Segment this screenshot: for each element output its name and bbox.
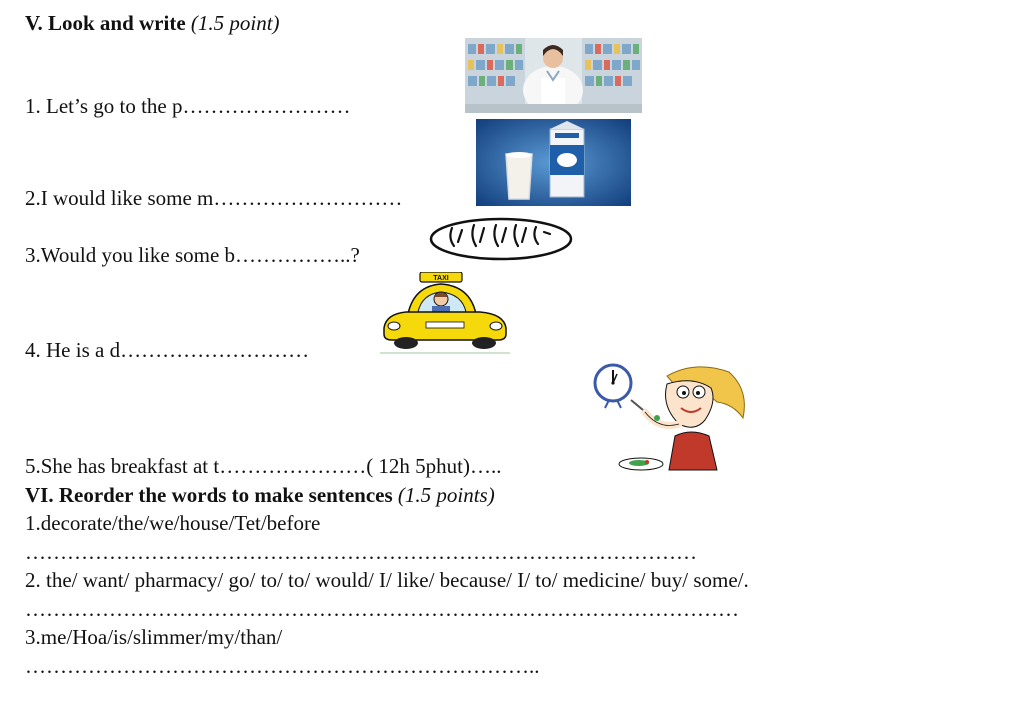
question-2-text: 2.I would like some m……………………… [25, 186, 403, 210]
question-5-text: 5.She has breakfast at t…………………( 12h 5phut)….. [25, 454, 502, 478]
reorder-1-answer-line: …………………………………………………………………………………… [25, 540, 697, 564]
question-1-text: 1. Let’s go to the p…………………… [25, 94, 351, 118]
section-v-points: (1.5 point) [190, 11, 280, 35]
reorder-2-answer-line: ………………………………………………………………………………………… [25, 597, 739, 621]
reorder-3-text: 3.me/Hoa/is/slimmer/my/than/ [25, 625, 283, 649]
pharmacist-picture [465, 38, 642, 113]
bread-picture [428, 216, 574, 262]
svg-text:TAXI: TAXI [433, 275, 449, 282]
section-vi-title: VI. Reorder the words to make sentences [25, 483, 398, 507]
breakfast-clock-picture [583, 362, 758, 474]
question-3-text: 3.Would you like some b……………..? [25, 243, 360, 267]
section-vi-heading [25, 485, 495, 506]
reorder-2-text: 2. the/ want/ pharmacy/ go/ to/ to/ would/ I/ like/ because/ I/ to/ medicine/ buy/ some/. [25, 568, 749, 592]
milk-picture [476, 119, 631, 206]
taxi-driver-picture [380, 272, 510, 357]
reorder-3-answer-line: ……………………………………………………………….. [25, 654, 540, 678]
section-v-heading [25, 13, 280, 34]
question-4-text: 4. He is a d……………………… [25, 338, 310, 362]
reorder-1-text: 1.decorate/the/we/house/Tet/before [25, 511, 321, 535]
section-vi-points: (1.5 points) [397, 483, 495, 507]
section-v-title: V. Look and write [25, 11, 191, 35]
